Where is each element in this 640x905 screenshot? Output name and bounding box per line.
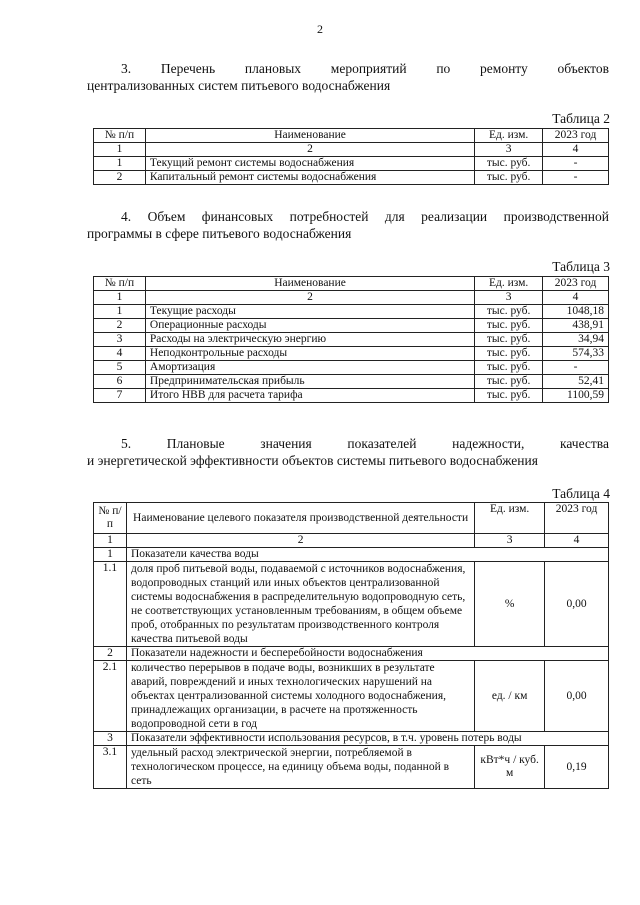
table4-item-num: 1.1 — [94, 562, 127, 647]
table3-cell: 5 — [94, 361, 146, 375]
table4-item-value: 0,19 — [545, 746, 609, 789]
table4-group-title: Показатели надежности и бесперебойности водоснабжения — [126, 647, 608, 661]
table2-header-row — [94, 129, 609, 143]
table4-item-unit: ед. / км — [475, 661, 545, 732]
table2-cell: Текущий ремонт системы водоснабжения — [145, 157, 474, 171]
table3-cell: тыс. руб. — [475, 305, 543, 319]
table3-cell: тыс. руб. — [475, 347, 543, 361]
table3-cell: тыс. руб. — [475, 389, 543, 403]
table4-colnum-cell: 4 — [545, 534, 609, 548]
table2-header-cell: Наименование — [145, 129, 474, 143]
table4-group-title: Показатели качества воды — [126, 548, 608, 562]
table3-cell: Расходы на электрическую энергию — [145, 333, 474, 347]
table4-colnum-cell: 3 — [475, 534, 545, 548]
table3-cell: Амортизация — [145, 361, 474, 375]
table4-header-cell: Ед. изм. — [475, 503, 545, 534]
table4-group-num: 1 — [94, 548, 127, 562]
section3-heading-line1: 3. Перечень плановых мероприятий по ремонту объектов — [121, 61, 609, 76]
table-row — [94, 333, 609, 347]
table4-header-cell: 2023 год — [545, 503, 609, 534]
table2-cell: 1 — [94, 157, 146, 171]
table3-colnum-row — [94, 291, 609, 305]
table-row — [94, 157, 609, 171]
table2-cell: - — [543, 157, 609, 171]
table3-cell: тыс. руб. — [475, 319, 543, 333]
table4-item-value: 0,00 — [545, 562, 609, 647]
table2-colnum-cell: 3 — [475, 143, 543, 157]
table2-header-cell: 2023 год — [543, 129, 609, 143]
table-row — [94, 746, 609, 789]
table2-colnum-row — [94, 143, 609, 157]
table2-cell: тыс. руб. — [475, 157, 543, 171]
table4-caption: Таблица 4 — [552, 486, 610, 501]
table4-header-cell: Наименование целевого показателя производственной деятельности — [126, 503, 474, 534]
table3-cell: 6 — [94, 375, 146, 389]
table3-cell: тыс. руб. — [475, 375, 543, 389]
table3-header-cell: 2023 год — [543, 277, 609, 291]
section4-heading-line1: 4. Объем финансовых потребностей для реализации производственной — [121, 209, 609, 224]
table2-colnum-cell: 1 — [94, 143, 146, 157]
table-row — [94, 389, 609, 403]
table3-colnum-cell: 3 — [475, 291, 543, 305]
table3-cell: 2 — [94, 319, 146, 333]
table4-item-num: 3.1 — [94, 746, 127, 789]
table4-item-num: 2.1 — [94, 661, 127, 732]
table2-cell: Капитальный ремонт системы водоснабжения — [145, 171, 474, 185]
table4 — [93, 502, 609, 789]
table-row — [94, 319, 609, 333]
table2-cell: тыс. руб. — [475, 171, 543, 185]
table2-header-cell: Ед. изм. — [475, 129, 543, 143]
table4-group-row — [94, 647, 609, 661]
table3-cell: 4 — [94, 347, 146, 361]
table4-group-num: 3 — [94, 732, 127, 746]
table4-group-row — [94, 548, 609, 562]
table4-item-unit: % — [475, 562, 545, 647]
table3-cell: 1 — [94, 305, 146, 319]
table3-header-cell: № п/п — [94, 277, 146, 291]
table3-cell: 438,91 — [543, 319, 609, 333]
table4-group-num: 2 — [94, 647, 127, 661]
table-row — [94, 361, 609, 375]
section3-heading-line2: централизованных систем питьевого водоснабжения — [87, 78, 391, 93]
table3-cell: тыс. руб. — [475, 361, 543, 375]
table3-cell: Операционные расходы — [145, 319, 474, 333]
table4-colnum-row — [94, 534, 609, 548]
table-row — [94, 562, 609, 647]
table3-cell: Неподконтрольные расходы — [145, 347, 474, 361]
table4-item-text: удельный расход электрической энергии, потребляемой в технологическом процессе, на единицу объема воды, поданной в сеть — [126, 746, 474, 789]
table2-caption: Таблица 2 — [552, 111, 610, 126]
table4-group-row — [94, 732, 609, 746]
table4-header-cell: № п/п — [94, 503, 127, 534]
table3-colnum-cell: 2 — [145, 291, 474, 305]
table3 — [93, 276, 609, 403]
table-row — [94, 171, 609, 185]
table3-cell: 574,33 — [543, 347, 609, 361]
table3-caption: Таблица 3 — [552, 259, 610, 274]
section5-heading-line1: 5. Плановые значения показателей надежности, качества — [121, 436, 609, 451]
page-number: 2 — [317, 22, 323, 36]
table3-cell: Предпринимательская прибыль — [145, 375, 474, 389]
table2-colnum-cell: 2 — [145, 143, 474, 157]
table3-header-cell: Наименование — [145, 277, 474, 291]
table3-header-cell: Ед. изм. — [475, 277, 543, 291]
table-row — [94, 661, 609, 732]
table3-cell: 34,94 — [543, 333, 609, 347]
table3-header-row — [94, 277, 609, 291]
table4-group-title: Показатели эффективности использования ресурсов, в т.ч. уровень потерь воды — [126, 732, 608, 746]
table3-cell: 1100,59 — [543, 389, 609, 403]
table3-cell: 52,41 — [543, 375, 609, 389]
table3-colnum-cell: 4 — [543, 291, 609, 305]
table4-item-value: 0,00 — [545, 661, 609, 732]
table3-colnum-cell: 1 — [94, 291, 146, 305]
table2-header-cell: № п/п — [94, 129, 146, 143]
table3-cell: Текущие расходы — [145, 305, 474, 319]
section5-heading-line2: и энергетической эффективности объектов системы питьевого водоснабжения — [87, 453, 538, 468]
table2-colnum-cell: 4 — [543, 143, 609, 157]
table4-item-unit: кВт*ч / куб. м — [475, 746, 545, 789]
table4-item-text: количество перерывов в подаче воды, возникших в результате аварий, повреждений и иных технологических нарушений на объектах централизованной системы холодного водоснабжения, принадлежащих организации, в расчете на протяженность водопроводной сети в год — [126, 661, 474, 732]
table3-cell: 7 — [94, 389, 146, 403]
table2-cell: - — [543, 171, 609, 185]
table-row — [94, 305, 609, 319]
table-row — [94, 347, 609, 361]
table3-cell: тыс. руб. — [475, 333, 543, 347]
section4-heading-line2: программы в сфере питьевого водоснабжения — [87, 226, 352, 241]
table4-colnum-cell: 2 — [126, 534, 474, 548]
table4-colnum-cell: 1 — [94, 534, 127, 548]
section3-heading — [87, 60, 609, 94]
table3-cell: 3 — [94, 333, 146, 347]
table4-item-text: доля проб питьевой воды, подаваемой с источников водоснабжения, водопроводных станций или иных объектов централизованной системы водоснабжения в распределительную водопроводную сеть, не соответствующих установленным требованиям, в общем объеме проб, отобранных по результатам производственного контроля качества питьевой воды — [126, 562, 474, 647]
table2-cell: 2 — [94, 171, 146, 185]
section4-heading — [87, 208, 609, 242]
table4-header-row — [94, 503, 609, 534]
table2 — [93, 128, 609, 185]
table3-cell: - — [543, 361, 609, 375]
section5-heading — [87, 435, 609, 469]
table-row — [94, 375, 609, 389]
table3-cell: Итого НВВ для расчета тарифа — [145, 389, 474, 403]
table3-cell: 1048,18 — [543, 305, 609, 319]
